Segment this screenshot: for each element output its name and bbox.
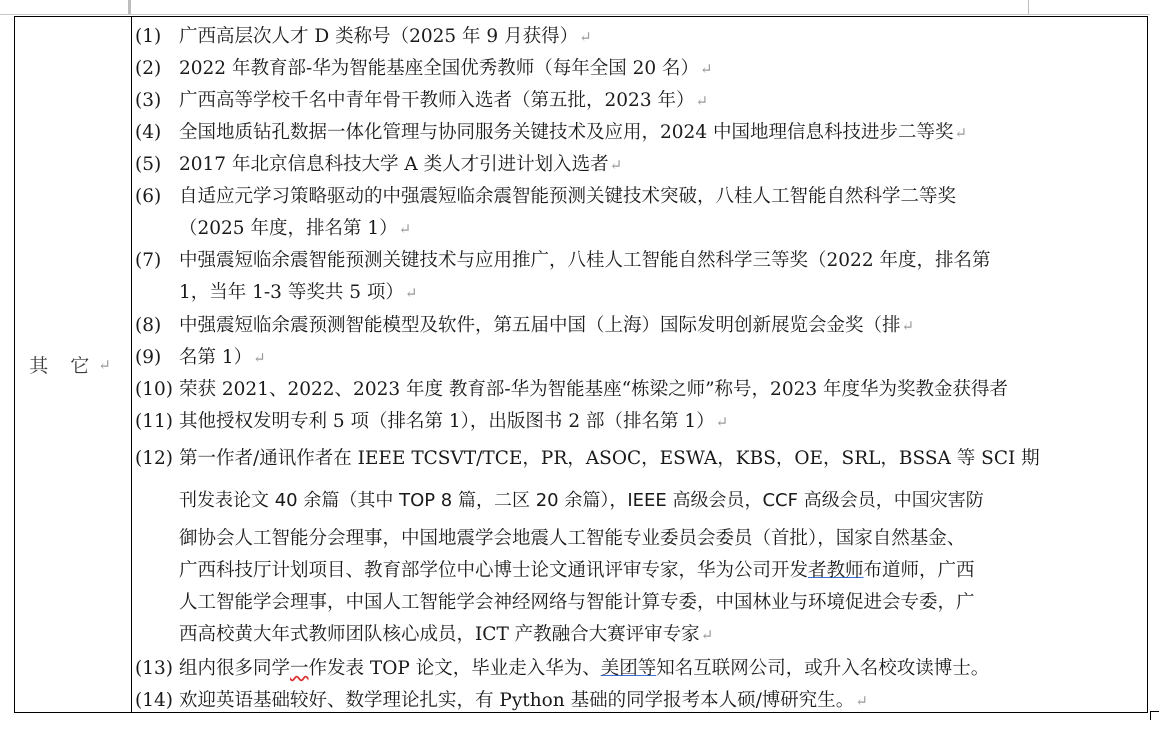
- list-item-11: (11) 其他授权发明专利 5 项（排名第 1），出版图书 2 部（排名第 1）↵: [135, 411, 729, 432]
- underlined-text: 者教师: [808, 560, 864, 581]
- list-item-10: (10) 荣获 2021、2022、2023 年度 教育部-华为智能基座“栋梁之师”称号，2023 年度华为奖教金获得者: [135, 379, 1009, 400]
- paragraph-mark: ↵: [98, 355, 111, 374]
- table-content-cell[interactable]: [132, 17, 1147, 712]
- list-item-12-line-3: 御协会人工智能分会理事，中国地震学会地震人工智能专业委员会委员（首批），国家自然基金、: [179, 528, 966, 549]
- underlined-text: 美团等: [600, 658, 657, 679]
- list-item-14: (14) 欢迎英语基础较好、数学理论扎实，有 Python 基础的同学报考本人硕/博研究生。↵: [135, 690, 868, 711]
- page-top-rule: [0, 14, 1150, 15]
- list-item-6: (6) 自适应元学习策略驱动的中强震短临余震智能预测关键技术突破，八桂人工智能自然科学二等奖: [135, 186, 957, 207]
- document-table: [14, 16, 1148, 713]
- list-item-12: (12) 第一作者/通讯作者在 IEEE TCSVT/TCE，PR，ASOC，ESWA，KBS，OE，SRL，BSSA 等 SCI 期: [135, 448, 1040, 469]
- list-item-6-cont: （2025 年度，排名第 1）↵: [179, 218, 412, 239]
- table-label-cell[interactable]: [15, 17, 132, 712]
- list-item-9: (9) 名第 1）↵: [135, 347, 266, 368]
- list-item-1: (1) 广西高层次人才 D 类称号（2025 年 9 月获得）↵: [135, 26, 592, 47]
- table-resize-handle[interactable]: [1150, 711, 1159, 720]
- list-item-8: (8) 中强震短临余震预测智能模型及软件，第五届中国（上海）国际发明创新展览会金奖（排↵: [135, 315, 915, 336]
- list-item-13: (13) 组内很多同学一作发表 TOP 论文，毕业走入华为、美团等知名互联网公司，或升入名校攻读博士。: [135, 658, 990, 679]
- list-item-7-cont: 1，当年 1-3 等奖共 5 项）↵: [179, 282, 418, 303]
- list-item-12-line-5: 人工智能学会理事，中国人工智能学会神经网络与智能计算专委，中国林业与环境促进会专委，广: [179, 592, 975, 613]
- list-item-2: (2) 2022 年教育部-华为智能基座全国优秀教师（每年全国 20 名）↵: [135, 58, 713, 79]
- list-item-7: (7) 中强震短临余震智能预测关键技术与应用推广，八桂人工智能自然科学三等奖（2022 年度，排名第: [135, 250, 991, 271]
- section-label: 其 它: [29, 355, 98, 377]
- list-item-12-line-6: 西高校黄大年式教师团队核心成员，ICT 产教融合大赛评审专家↵: [179, 624, 714, 645]
- list-item-5: (5) 2017 年北京信息科技大学 A 类人才引进计划入选者↵: [135, 154, 623, 175]
- list-item-12-line-4: 广西科技厅计划项目、教育部学位中心博士论文通讯评审专家，华为公司开发者教师布道师，广西: [179, 560, 975, 581]
- spellcheck-underline: 一: [290, 658, 309, 679]
- crop-mark-left: [128, 0, 131, 14]
- list-item-12-line-2: 刊发表论文 40 余篇（其中 TOP 8 篇，二区 20 余篇），IEEE 高级会员，CCF 高级会员，中国灾害防: [179, 490, 984, 511]
- crop-mark-right: [1028, 0, 1149, 15]
- list-item-4: (4) 全国地质钻孔数据一体化管理与协同服务关键技术及应用，2024 中国地理信息科技进步二等奖↵: [135, 122, 968, 143]
- list-item-3: (3) 广西高等学校千名中青年骨干教师入选者（第五批，2023 年）↵: [135, 90, 709, 111]
